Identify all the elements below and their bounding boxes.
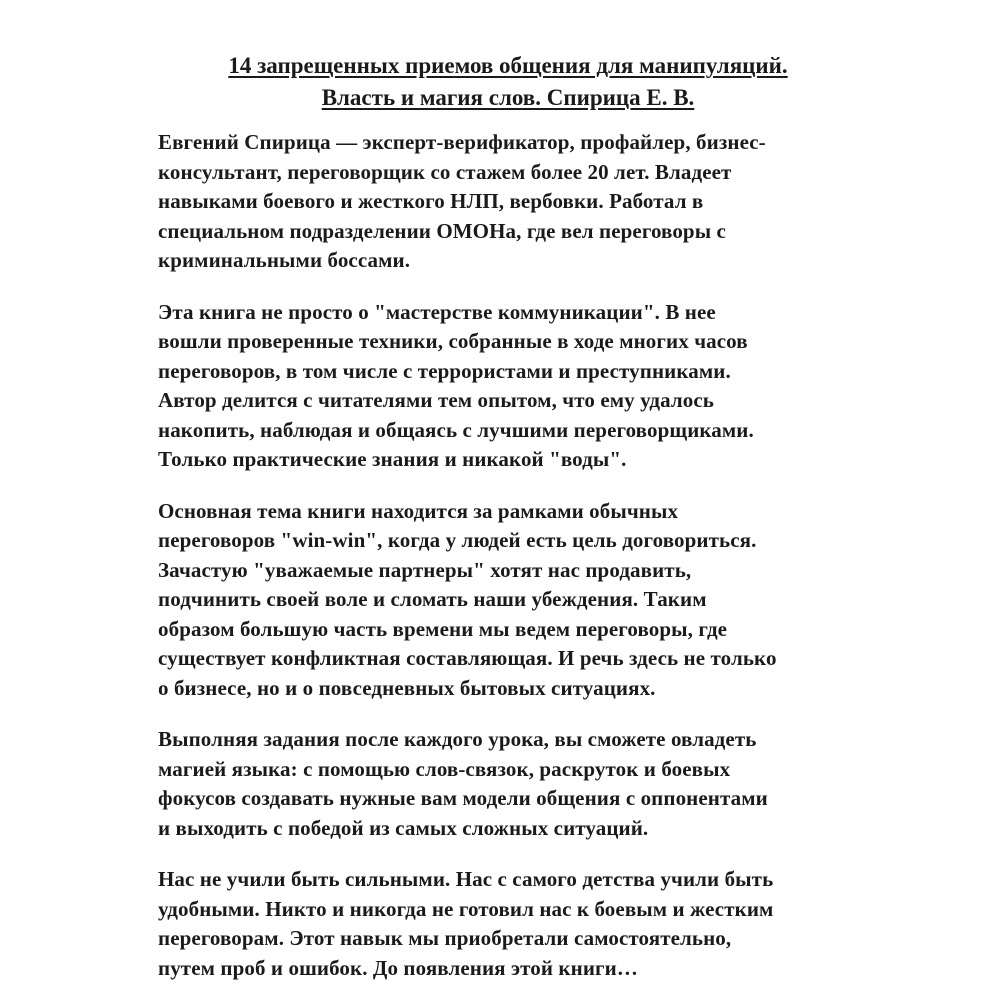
paragraph-book-about — [158, 298, 858, 475]
title-line-2: Власть и магия слов. Спирица Е. В. — [321, 85, 695, 110]
text-line: консультант, переговорщик со стажем более 20 лет. Владеет — [158, 159, 732, 184]
text-line: путем проб и ошибок. До появления этой книги… — [158, 955, 638, 980]
document-page — [158, 50, 858, 1005]
text-line: накопить, наблюдая и общаясь с лучшими переговорщиками. — [158, 417, 754, 442]
text-line: Зачастую "уважаемые партнеры" хотят нас продавить, — [158, 557, 692, 582]
paragraph-main-theme — [158, 497, 858, 704]
text-line: навыками боевого и жесткого НЛП, вербовки. Работал в — [158, 189, 704, 213]
text-line: подчинить своей воле и сломать наши убеждения. Таким — [158, 587, 707, 611]
text-line: переговорам. Этот навык мы приобретали самостоятельно, — [158, 926, 732, 950]
paragraph-author-bio — [158, 128, 858, 276]
text-line: магией языка: с помощью слов-связок, раскруток и боевых — [158, 756, 731, 781]
text-line: переговоров "win-win", когда у людей есть цель договориться. — [158, 528, 757, 552]
text-line: образом большую часть времени мы ведем переговоры, где — [158, 616, 728, 641]
text-line: Евгений Спирица — эксперт-верификатор, профайлер, бизнес- — [158, 130, 766, 154]
text-line: о бизнесе, но и о повседневных бытовых ситуациях. — [158, 675, 656, 700]
text-line: Эта книга не просто о "мастерстве коммуникации". В нее — [158, 299, 716, 324]
text-line: существует конфликтная составляющая. И речь здесь не только — [158, 646, 777, 670]
text-line: Выполняя задания после каждого урока, вы сможете овладеть — [158, 727, 757, 751]
document-title — [158, 50, 858, 114]
text-line: специальном подразделении ОМОНа, где вел переговоры с — [158, 218, 726, 243]
text-line: Основная тема книги находится за рамками обычных — [158, 498, 679, 523]
paragraph-conclusion — [158, 865, 858, 983]
text-line: и выходить с победой из самых сложных ситуаций. — [158, 815, 649, 840]
text-line: удобными. Никто и никогда не готовил нас к боевым и жестким — [158, 896, 774, 921]
text-line: вошли проверенные техники, собранные в ходе многих часов — [158, 329, 748, 353]
text-line: Только практические знания и никакой "воды". — [158, 447, 627, 471]
text-line: переговоров, в том числе с террористами и преступниками. — [158, 358, 731, 383]
text-line: Автор делится с читателями тем опытом, что ему удалось — [158, 388, 714, 412]
text-line: Нас не учили быть сильными. Нас с самого детства учили быть — [158, 867, 774, 891]
paragraph-lessons — [158, 725, 858, 843]
text-line: фокусов создавать нужные вам модели общения с оппонентами — [158, 786, 768, 810]
text-line: криминальными боссами. — [158, 248, 411, 272]
title-line-1: 14 запрещенных приемов общения для манипуляций. — [228, 53, 788, 78]
